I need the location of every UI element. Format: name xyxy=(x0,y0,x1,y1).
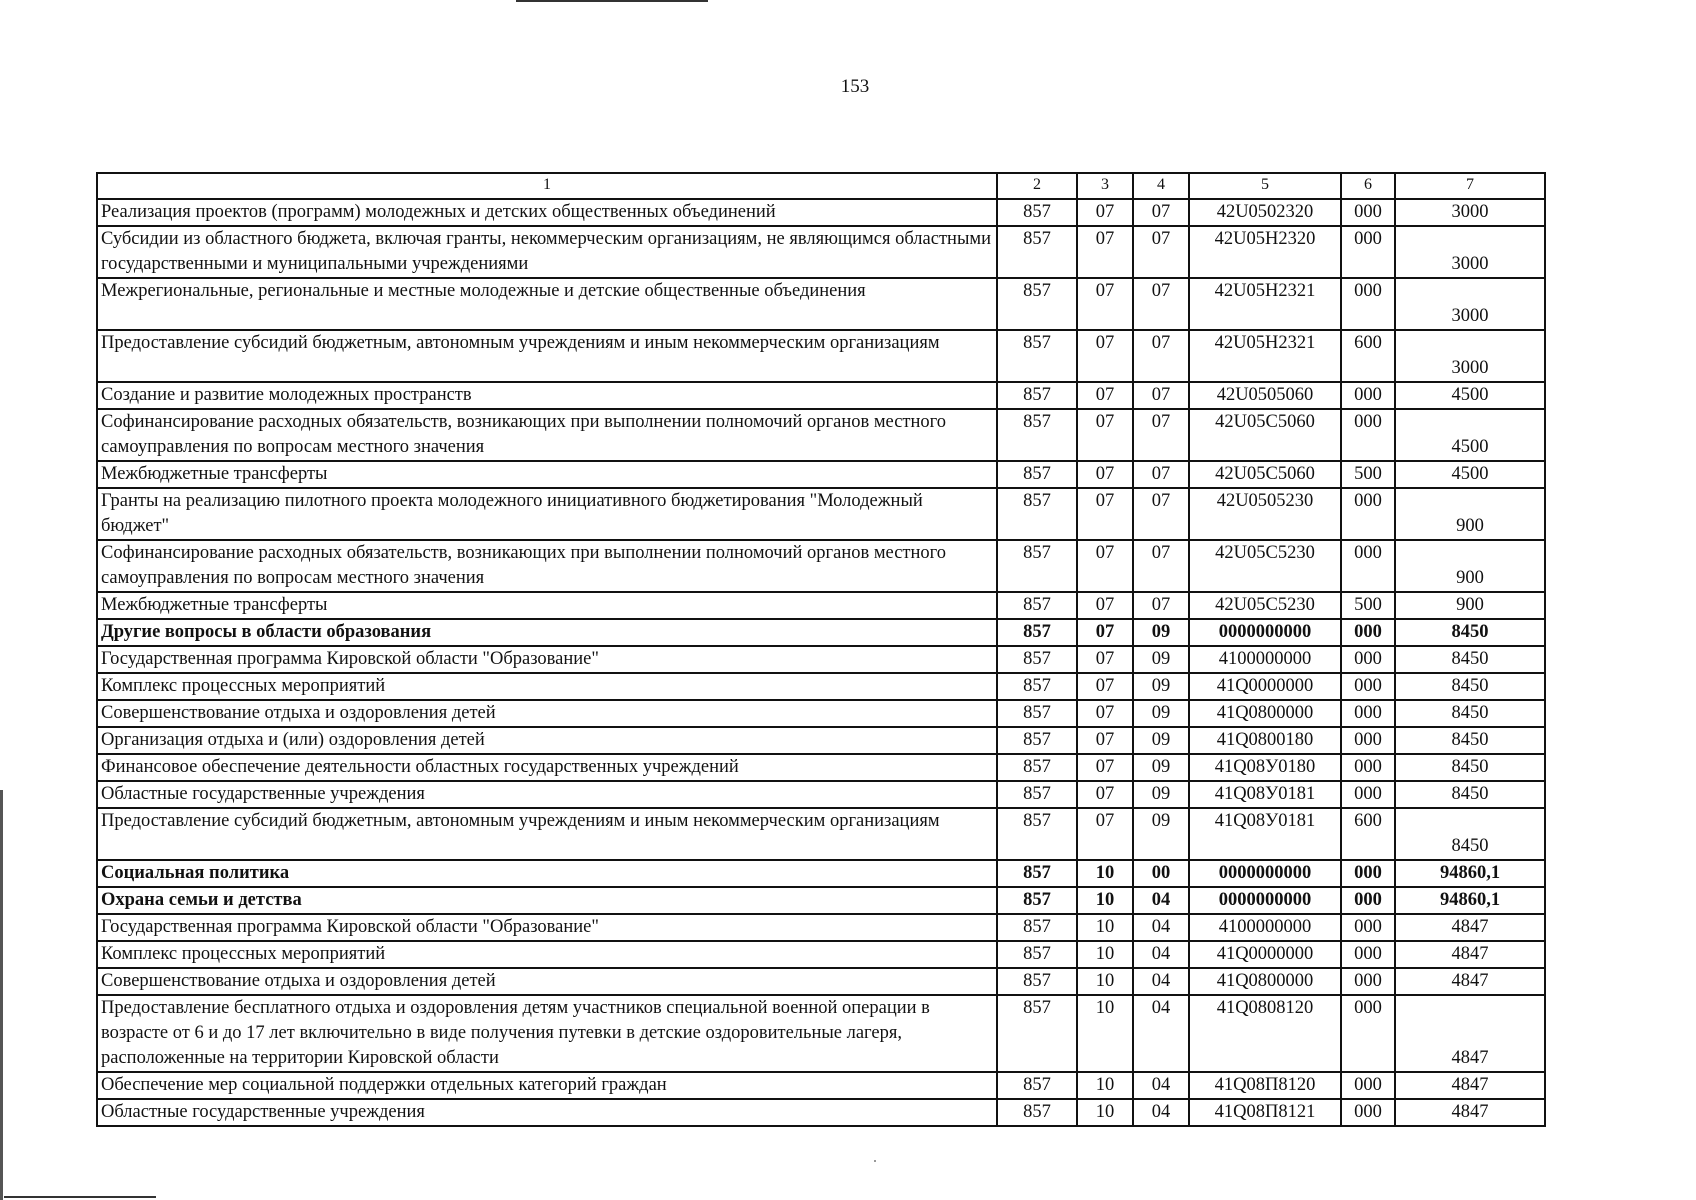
table-row xyxy=(97,488,1545,540)
row-code-6-cell: 000 xyxy=(1341,409,1395,461)
row-amount-cell: 3000 xyxy=(1395,199,1545,226)
row-code-6-cell: 000 xyxy=(1341,199,1395,226)
row-code-2-cell: 857 xyxy=(997,488,1077,540)
page-number: 153 xyxy=(840,76,870,97)
row-amount-cell: 4847 xyxy=(1395,995,1545,1072)
header-row xyxy=(97,173,1545,199)
row-code-6-cell: 500 xyxy=(1341,592,1395,619)
row-amount-cell: 8450 xyxy=(1395,619,1545,646)
row-code-2-cell: 857 xyxy=(997,781,1077,808)
row-code-2-cell: 857 xyxy=(997,226,1077,278)
row-code-2-cell: 857 xyxy=(997,646,1077,673)
row-code-4-cell: 09 xyxy=(1133,619,1189,646)
row-code-4-cell: 07 xyxy=(1133,199,1189,226)
row-code-2-cell: 857 xyxy=(997,968,1077,995)
row-code-6-cell: 000 xyxy=(1341,619,1395,646)
row-code-2-cell: 857 xyxy=(997,278,1077,330)
row-amount-cell: 4500 xyxy=(1395,409,1545,461)
table-row xyxy=(97,673,1545,700)
row-code-6-cell: 000 xyxy=(1341,754,1395,781)
row-code-3-cell: 07 xyxy=(1077,461,1133,488)
row-code-4-cell: 00 xyxy=(1133,860,1189,887)
row-amount-cell: 900 xyxy=(1395,488,1545,540)
row-code-6-cell: 000 xyxy=(1341,887,1395,914)
row-code-5-cell: 41Q0800000 xyxy=(1189,700,1341,727)
row-name-cell: Государственная программа Кировской области "Образование" xyxy=(97,914,997,941)
row-name-cell: Совершенствование отдыха и оздоровления детей xyxy=(97,968,997,995)
row-code-2-cell: 857 xyxy=(997,754,1077,781)
row-code-6-cell: 000 xyxy=(1341,727,1395,754)
row-code-3-cell: 07 xyxy=(1077,754,1133,781)
table-row xyxy=(97,1072,1545,1099)
header-col-6: 6 xyxy=(1341,173,1395,199)
row-code-5-cell: 41Q0808120 xyxy=(1189,995,1341,1072)
row-code-6-cell: 000 xyxy=(1341,1072,1395,1099)
row-code-5-cell: 42U05H2321 xyxy=(1189,330,1341,382)
row-code-3-cell: 07 xyxy=(1077,540,1133,592)
row-code-5-cell: 41Q08П8121 xyxy=(1189,1099,1341,1126)
row-code-4-cell: 04 xyxy=(1133,968,1189,995)
row-code-6-cell: 000 xyxy=(1341,382,1395,409)
table-row xyxy=(97,941,1545,968)
row-amount-cell: 94860,1 xyxy=(1395,860,1545,887)
row-code-2-cell: 857 xyxy=(997,727,1077,754)
row-amount-cell: 900 xyxy=(1395,540,1545,592)
scan-speck xyxy=(874,1160,876,1162)
table-row xyxy=(97,727,1545,754)
row-code-4-cell: 09 xyxy=(1133,781,1189,808)
row-amount-cell: 4847 xyxy=(1395,1099,1545,1126)
row-code-4-cell: 09 xyxy=(1133,727,1189,754)
row-code-3-cell: 07 xyxy=(1077,488,1133,540)
row-code-2-cell: 857 xyxy=(997,808,1077,860)
row-code-6-cell: 000 xyxy=(1341,941,1395,968)
row-code-3-cell: 07 xyxy=(1077,727,1133,754)
row-amount-cell: 8450 xyxy=(1395,727,1545,754)
row-code-6-cell: 000 xyxy=(1341,226,1395,278)
row-code-6-cell: 000 xyxy=(1341,278,1395,330)
scan-edge-mark xyxy=(0,790,3,1200)
header-col-4: 4 xyxy=(1133,173,1189,199)
header-col-2: 2 xyxy=(997,173,1077,199)
row-name-cell: Софинансирование расходных обязательств, возникающих при выполнении полномочий органов местного самоуправления по вопросам местного значения xyxy=(97,409,997,461)
row-code-2-cell: 857 xyxy=(997,860,1077,887)
row-code-2-cell: 857 xyxy=(997,619,1077,646)
row-name-cell: Областные государственные учреждения xyxy=(97,1099,997,1126)
row-code-2-cell: 857 xyxy=(997,330,1077,382)
row-code-4-cell: 04 xyxy=(1133,887,1189,914)
row-code-2-cell: 857 xyxy=(997,199,1077,226)
table-row xyxy=(97,226,1545,278)
row-name-cell: Охрана семьи и детства xyxy=(97,887,997,914)
row-name-cell: Предоставление субсидий бюджетным, автономным учреждениям и иным некоммерческим организациям xyxy=(97,808,997,860)
row-amount-cell: 8450 xyxy=(1395,700,1545,727)
row-code-2-cell: 857 xyxy=(997,382,1077,409)
table-row xyxy=(97,781,1545,808)
row-code-6-cell: 000 xyxy=(1341,646,1395,673)
row-code-4-cell: 07 xyxy=(1133,488,1189,540)
header-col-1: 1 xyxy=(97,173,997,199)
row-code-5-cell: 41Q0800180 xyxy=(1189,727,1341,754)
row-amount-cell: 4500 xyxy=(1395,461,1545,488)
row-code-5-cell: 0000000000 xyxy=(1189,619,1341,646)
row-amount-cell: 4847 xyxy=(1395,1072,1545,1099)
row-code-6-cell: 000 xyxy=(1341,700,1395,727)
header-col-7: 7 xyxy=(1395,173,1545,199)
row-code-5-cell: 42U05C5060 xyxy=(1189,409,1341,461)
table-row xyxy=(97,887,1545,914)
row-code-2-cell: 857 xyxy=(997,1099,1077,1126)
row-code-3-cell: 07 xyxy=(1077,619,1133,646)
table-row xyxy=(97,700,1545,727)
bottom-rule xyxy=(4,1196,156,1198)
row-name-cell: Реализация проектов (программ) молодежных и детских общественных объединений xyxy=(97,199,997,226)
row-amount-cell: 4847 xyxy=(1395,968,1545,995)
row-name-cell: Областные государственные учреждения xyxy=(97,781,997,808)
row-code-3-cell: 07 xyxy=(1077,199,1133,226)
row-amount-cell: 94860,1 xyxy=(1395,887,1545,914)
row-code-6-cell: 000 xyxy=(1341,673,1395,700)
row-code-5-cell: 42U0505230 xyxy=(1189,488,1341,540)
row-code-3-cell: 10 xyxy=(1077,860,1133,887)
row-code-4-cell: 07 xyxy=(1133,461,1189,488)
row-name-cell: Государственная программа Кировской области "Образование" xyxy=(97,646,997,673)
row-code-3-cell: 07 xyxy=(1077,226,1133,278)
row-code-3-cell: 07 xyxy=(1077,781,1133,808)
row-amount-cell: 4500 xyxy=(1395,382,1545,409)
row-code-2-cell: 857 xyxy=(997,700,1077,727)
row-code-3-cell: 07 xyxy=(1077,808,1133,860)
row-code-5-cell: 42U05C5060 xyxy=(1189,461,1341,488)
row-code-6-cell: 000 xyxy=(1341,540,1395,592)
row-code-3-cell: 07 xyxy=(1077,646,1133,673)
row-code-4-cell: 09 xyxy=(1133,673,1189,700)
row-name-cell: Межрегиональные, региональные и местные молодежные и детские общественные объединения xyxy=(97,278,997,330)
table-row xyxy=(97,995,1545,1072)
row-code-3-cell: 10 xyxy=(1077,995,1133,1072)
row-code-5-cell: 4100000000 xyxy=(1189,914,1341,941)
table-row xyxy=(97,754,1545,781)
row-amount-cell: 900 xyxy=(1395,592,1545,619)
row-code-6-cell: 000 xyxy=(1341,968,1395,995)
row-code-3-cell: 10 xyxy=(1077,914,1133,941)
row-code-5-cell: 42U0505060 xyxy=(1189,382,1341,409)
row-code-5-cell: 41Q0000000 xyxy=(1189,941,1341,968)
row-code-2-cell: 857 xyxy=(997,592,1077,619)
table-row xyxy=(97,461,1545,488)
row-code-3-cell: 10 xyxy=(1077,887,1133,914)
row-code-3-cell: 07 xyxy=(1077,278,1133,330)
row-code-5-cell: 41Q0000000 xyxy=(1189,673,1341,700)
row-code-4-cell: 07 xyxy=(1133,226,1189,278)
row-amount-cell: 4847 xyxy=(1395,914,1545,941)
row-code-5-cell: 41Q08П8120 xyxy=(1189,1072,1341,1099)
row-name-cell: Предоставление бесплатного отдыха и оздоровления детям участников специальной военной операции в возрасте от 6 и до 17 лет включительно в виде получения путевки в детские оздоровительные лагеря, расположенные на территории Кировской области xyxy=(97,995,997,1072)
row-code-4-cell: 09 xyxy=(1133,700,1189,727)
row-code-2-cell: 857 xyxy=(997,409,1077,461)
row-name-cell: Обеспечение мер социальной поддержки отдельных категорий граждан xyxy=(97,1072,997,1099)
row-code-3-cell: 10 xyxy=(1077,968,1133,995)
row-code-2-cell: 857 xyxy=(997,1072,1077,1099)
budget-table xyxy=(96,172,1546,1127)
table-row xyxy=(97,619,1545,646)
table-row xyxy=(97,914,1545,941)
row-code-4-cell: 07 xyxy=(1133,330,1189,382)
row-code-3-cell: 10 xyxy=(1077,1099,1133,1126)
table-row xyxy=(97,278,1545,330)
row-code-6-cell: 500 xyxy=(1341,461,1395,488)
row-name-cell: Финансовое обеспечение деятельности областных государственных учреждений xyxy=(97,754,997,781)
row-amount-cell: 8450 xyxy=(1395,781,1545,808)
row-code-6-cell: 000 xyxy=(1341,1099,1395,1126)
table-row xyxy=(97,808,1545,860)
table-body xyxy=(97,199,1545,1126)
row-amount-cell: 8450 xyxy=(1395,754,1545,781)
row-code-2-cell: 857 xyxy=(997,914,1077,941)
row-code-2-cell: 857 xyxy=(997,673,1077,700)
row-code-6-cell: 000 xyxy=(1341,488,1395,540)
row-code-2-cell: 857 xyxy=(997,995,1077,1072)
row-code-4-cell: 04 xyxy=(1133,995,1189,1072)
row-code-4-cell: 09 xyxy=(1133,646,1189,673)
header-col-3: 3 xyxy=(1077,173,1133,199)
row-code-2-cell: 857 xyxy=(997,887,1077,914)
row-code-3-cell: 07 xyxy=(1077,673,1133,700)
row-code-2-cell: 857 xyxy=(997,540,1077,592)
row-name-cell: Гранты на реализацию пилотного проекта молодежного инициативного бюджетирования "Молодежный бюджет" xyxy=(97,488,997,540)
row-amount-cell: 3000 xyxy=(1395,226,1545,278)
row-code-5-cell: 0000000000 xyxy=(1189,887,1341,914)
row-amount-cell: 8450 xyxy=(1395,808,1545,860)
row-amount-cell: 3000 xyxy=(1395,278,1545,330)
row-code-5-cell: 41Q08У0181 xyxy=(1189,808,1341,860)
row-name-cell: Софинансирование расходных обязательств, возникающих при выполнении полномочий органов местного самоуправления по вопросам местного значения xyxy=(97,540,997,592)
row-code-2-cell: 857 xyxy=(997,941,1077,968)
row-name-cell: Субсидии из областного бюджета, включая гранты, некоммерческим организациям, не являющимся областными государственными и муниципальными учреждениями xyxy=(97,226,997,278)
row-code-6-cell: 000 xyxy=(1341,914,1395,941)
row-code-5-cell: 42U05C5230 xyxy=(1189,540,1341,592)
row-name-cell: Создание и развитие молодежных пространств xyxy=(97,382,997,409)
row-code-6-cell: 000 xyxy=(1341,781,1395,808)
row-code-5-cell: 4100000000 xyxy=(1189,646,1341,673)
row-name-cell: Совершенствование отдыха и оздоровления детей xyxy=(97,700,997,727)
header-col-5: 5 xyxy=(1189,173,1341,199)
row-code-6-cell: 600 xyxy=(1341,808,1395,860)
row-code-5-cell: 42U05C5230 xyxy=(1189,592,1341,619)
table-row xyxy=(97,330,1545,382)
row-code-5-cell: 41Q08У0181 xyxy=(1189,781,1341,808)
table-row xyxy=(97,646,1545,673)
row-code-4-cell: 04 xyxy=(1133,1072,1189,1099)
row-amount-cell: 3000 xyxy=(1395,330,1545,382)
row-code-4-cell: 07 xyxy=(1133,382,1189,409)
row-code-4-cell: 04 xyxy=(1133,1099,1189,1126)
row-code-4-cell: 09 xyxy=(1133,754,1189,781)
row-name-cell: Социальная политика xyxy=(97,860,997,887)
row-name-cell: Комплекс процессных мероприятий xyxy=(97,941,997,968)
row-code-5-cell: 41Q08У0180 xyxy=(1189,754,1341,781)
row-code-5-cell: 42U05H2320 xyxy=(1189,226,1341,278)
row-name-cell: Другие вопросы в области образования xyxy=(97,619,997,646)
row-amount-cell: 8450 xyxy=(1395,646,1545,673)
row-name-cell: Организация отдыха и (или) оздоровления детей xyxy=(97,727,997,754)
row-code-3-cell: 10 xyxy=(1077,941,1133,968)
row-code-4-cell: 07 xyxy=(1133,278,1189,330)
row-code-3-cell: 07 xyxy=(1077,330,1133,382)
row-code-4-cell: 04 xyxy=(1133,914,1189,941)
table-row xyxy=(97,1099,1545,1126)
row-amount-cell: 4847 xyxy=(1395,941,1545,968)
row-code-3-cell: 07 xyxy=(1077,382,1133,409)
row-code-5-cell: 41Q0800000 xyxy=(1189,968,1341,995)
row-name-cell: Комплекс процессных мероприятий xyxy=(97,673,997,700)
table-row xyxy=(97,592,1545,619)
row-code-4-cell: 09 xyxy=(1133,808,1189,860)
table-row xyxy=(97,968,1545,995)
row-code-6-cell: 000 xyxy=(1341,860,1395,887)
table-row xyxy=(97,199,1545,226)
table-row xyxy=(97,409,1545,461)
row-code-2-cell: 857 xyxy=(997,461,1077,488)
table-row xyxy=(97,860,1545,887)
row-code-3-cell: 07 xyxy=(1077,409,1133,461)
row-name-cell: Межбюджетные трансферты xyxy=(97,592,997,619)
row-code-3-cell: 10 xyxy=(1077,1072,1133,1099)
row-code-4-cell: 07 xyxy=(1133,540,1189,592)
row-amount-cell: 8450 xyxy=(1395,673,1545,700)
row-code-6-cell: 600 xyxy=(1341,330,1395,382)
row-code-3-cell: 07 xyxy=(1077,700,1133,727)
table-row xyxy=(97,540,1545,592)
row-code-5-cell: 42U05H2321 xyxy=(1189,278,1341,330)
row-code-4-cell: 07 xyxy=(1133,409,1189,461)
row-name-cell: Предоставление субсидий бюджетным, автономным учреждениям и иным некоммерческим организациям xyxy=(97,330,997,382)
row-code-5-cell: 42U0502320 xyxy=(1189,199,1341,226)
row-code-4-cell: 07 xyxy=(1133,592,1189,619)
row-code-5-cell: 0000000000 xyxy=(1189,860,1341,887)
table-row xyxy=(97,382,1545,409)
row-code-4-cell: 04 xyxy=(1133,941,1189,968)
row-name-cell: Межбюджетные трансферты xyxy=(97,461,997,488)
row-code-3-cell: 07 xyxy=(1077,592,1133,619)
top-rule xyxy=(516,0,708,2)
row-code-6-cell: 000 xyxy=(1341,995,1395,1072)
